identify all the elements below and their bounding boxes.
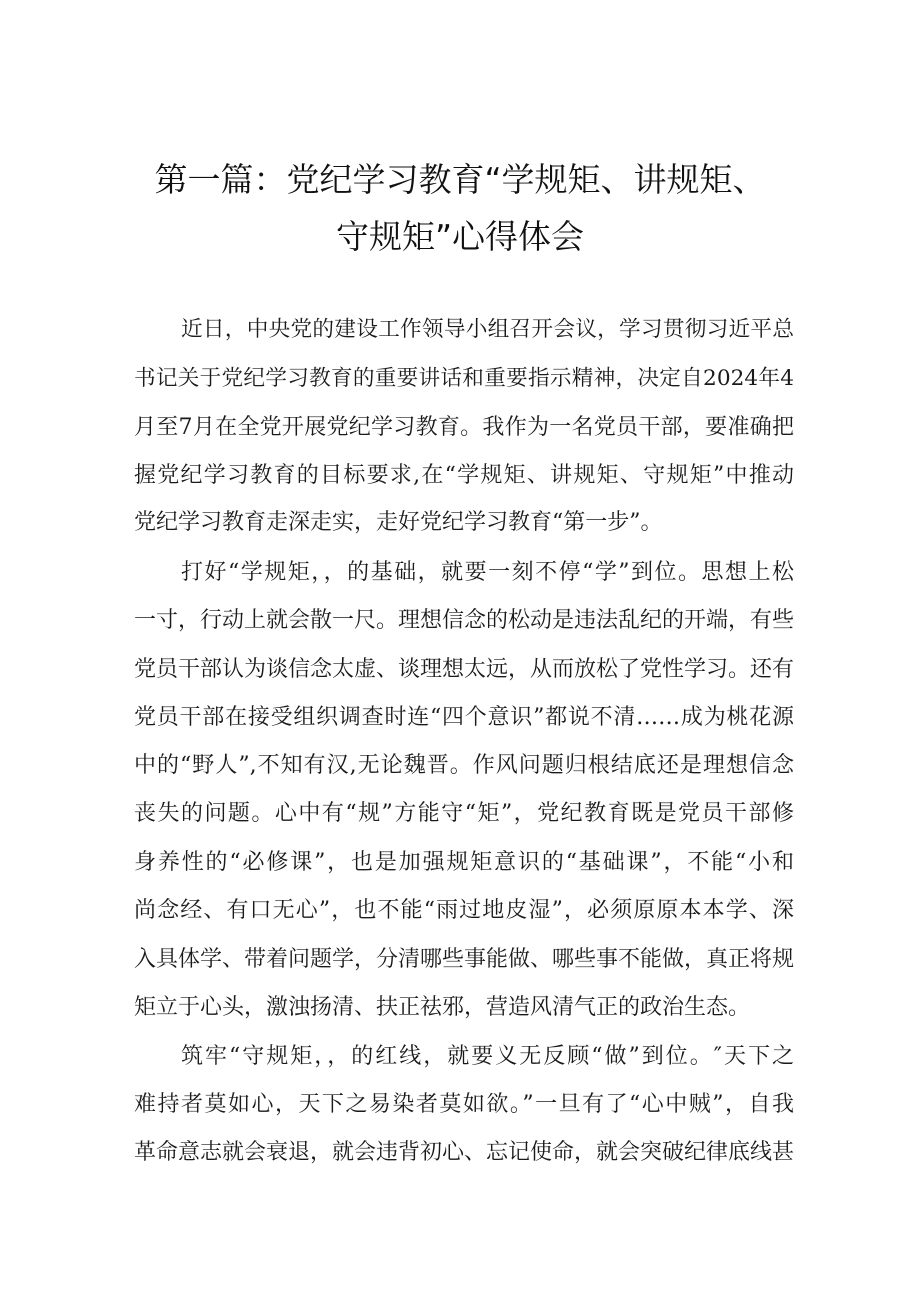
paragraph-3-line-3: 革命意志就会衰退，就会违背初心、忘记使命，就会突破纪律底线甚	[134, 1140, 795, 1165]
paragraph-2-line-1: 打好“学规矩，，的基础，就要一刻不停“学”到位。思想上松	[181, 560, 794, 585]
paragraph-1-line-2: 书记关于党纪学习教育的重要讲话和重要指示精神，决定自2024年4	[134, 366, 794, 391]
paragraph-2-line-10: 矩立于心头，激浊扬清、扶正祛邪，营造风清气正的政治生态。	[134, 995, 751, 1020]
document-title-line-2: 守规矩”心得体会	[335, 217, 585, 256]
paragraph-2-line-9: 入具体学、带着问题学，分清哪些事能做、哪些事不能做，真正将规	[134, 947, 795, 972]
paragraph-3-line-1: 筑牢“守规矩，，的红线，就要义无反顾“做”到位。″天下之	[181, 1044, 794, 1069]
paragraph-2-line-8: 尚念经、有口无心”，也不能“雨过地皮湿”，必须原原本本学、深	[134, 898, 794, 923]
paragraph-2-line-4: 党员干部在接受组织调查时连“四个意识”都说不清……成为桃花源	[134, 705, 794, 730]
paragraph-2-line-5: 中的“野人”,不知有汉,无论魏晋。作风问题归根结底还是理想信念	[134, 753, 794, 778]
paragraph-2-line-6: 丧失的问题。心中有“规”方能守“矩”，党纪教育既是党员干部修	[134, 801, 794, 826]
paragraph-3-line-2: 难持者莫如心，天下之易染者莫如欲。”一旦有了“心中贼”，自我	[134, 1092, 794, 1117]
document-title-line-1: 第一篇：党纪学习教育“学规矩、讲规矩、	[154, 160, 766, 199]
paragraph-1-line-5: 党纪学习教育走深走实，走好党纪学习教育“第一步”。	[134, 510, 663, 535]
paragraph-2-line-2: 一寸，行动上就会散一尺。理想信念的松动是违法乱纪的开端，有些	[134, 608, 795, 633]
paragraph-1-line-1: 近日，中央党的建设工作领导小组召开会议，学习贯彻习近平总	[181, 317, 794, 342]
paragraph-2-line-3: 党员干部认为谈信念太虚、谈理想太远，从而放松了党性学习。还有	[134, 657, 795, 682]
paragraph-1-line-3: 月至7月在全党开展党纪学习教育。我作为一名党员干部，要准确把	[134, 415, 794, 440]
paragraph-2-line-7: 身养性的“必修课”，也是加强规矩意识的“基础课”，不能“小和	[134, 850, 794, 875]
paragraph-1-line-4: 握党纪学习教育的目标要求,在“学规矩、讲规矩、守规矩”中推动	[134, 463, 794, 488]
